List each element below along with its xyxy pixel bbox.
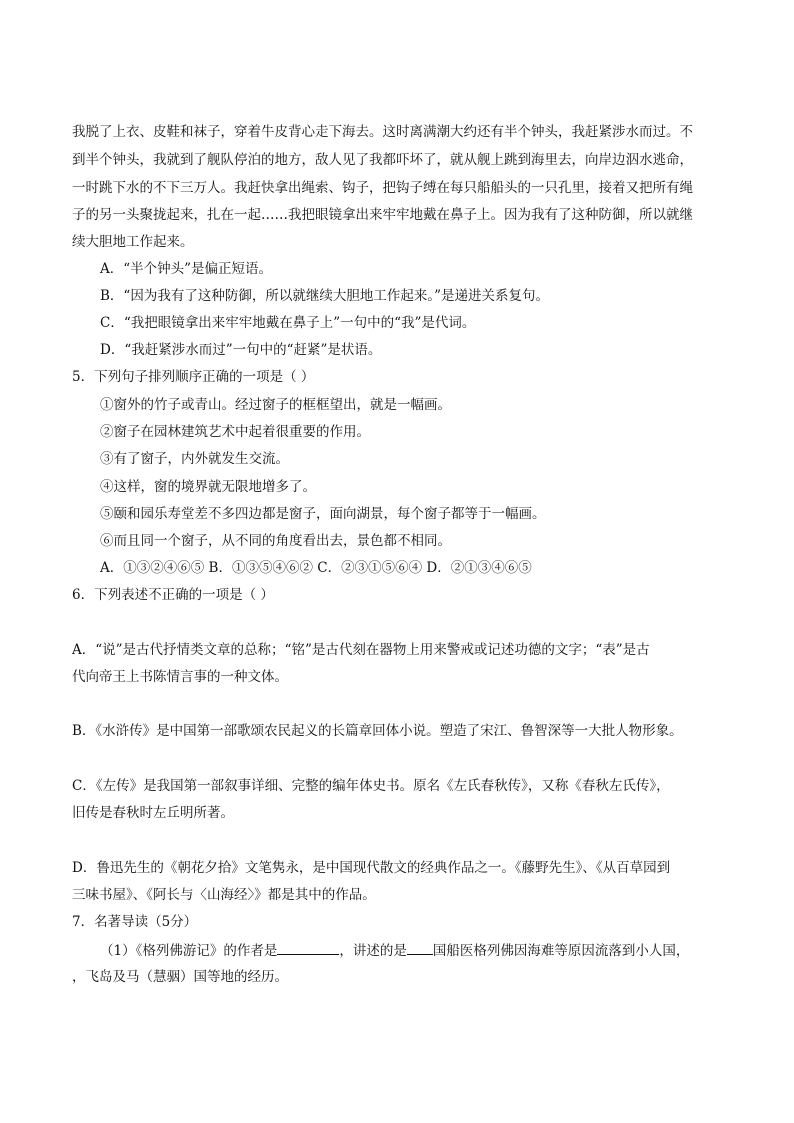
sentence-item: ③有了窗子，内外就发生交流。 <box>100 451 289 467</box>
option-d-line: 三味书屋》、《阿长与〈山海经〉》都是其中的作品。 <box>72 887 376 903</box>
question-stem: 5．下列句子排列顺序正确的一项是（ ） <box>72 369 315 385</box>
question-stem: 6．下列表述不正确的一项是（ ） <box>72 587 274 603</box>
passage-line: 我脱了上衣、皮鞋和袜子，穿着牛皮背心走下海去。这时离满潮大约还有半个钟头，我赶紧涉水而过。不 <box>72 124 693 140</box>
option-a-line: 代向帝王上书陈情言事的一种文体。 <box>72 669 288 685</box>
sentence-item: ⑥而且同一个窗子，从不同的角度看出去，景色都不相同。 <box>100 533 451 549</box>
option-a-line: A．“说”是古代抒情类文章的总称；“铭”是古代刻在器物上用来警戒或记述功德的文字；“表”是古 <box>72 642 650 658</box>
passage-line: 到半个钟头，我就到了舰队停泊的地方，敌人见了我都吓坏了，就从舰上跳到海里去，向岸边泅水逃命， <box>72 152 693 168</box>
option-c: C．“我把眼镜拿出来牢牢地戴在鼻子上”一句中的“我”是代词。 <box>100 315 476 331</box>
option-d-line: D．鲁迅先生的《朝花夕拾》文笔隽永，是中国现代散文的经典作品之一。《藤野先生》、《从百草园到 <box>72 860 671 876</box>
sentence-item: ②窗子在园林建筑艺术中起着很重要的作用。 <box>100 424 370 440</box>
fill-text: ，讲述的是 <box>339 943 407 959</box>
option-c-line: 旧传是春秋时左丘明所著。 <box>72 805 234 821</box>
passage-line: 续大胆地工作起来。 <box>72 234 194 250</box>
passage-line: 子的另一头聚拢起来，扎在一起……我把眼镜拿出来牢牢地戴在鼻子上。因为我有了这种防御，所以就继 <box>72 207 693 223</box>
sentence-item: ①窗外的竹子或青山。经过窗子的框框望出，就是一幅画。 <box>100 397 451 413</box>
answer-options: A．①③②④⑥⑤ B．①③⑤④⑥② C．②③①⑤⑥④ D．②①③④⑥⑤ <box>100 560 532 576</box>
passage-line: 一时跳下水的不下三万人。我赶快拿出绳索、钩子，把钩子缚在每只船船头的一只孔里，接着又把所有绳 <box>72 180 693 196</box>
fill-text: 国船医格列佛因海难等原因流落到小人国， <box>432 943 690 959</box>
sentence-item: ⑤颐和园乐寿堂差不多四边都是窗子，面向湖景，每个窗子都等于一幅画。 <box>100 506 546 522</box>
fill-blank-line: ，飞岛及马（慧骃）国等地的经历。 <box>72 969 288 985</box>
option-c-line: C．《左传》是我国第一部叙事详细、完整的编年体史书。原名《左氏春秋传》，又称《春秋左氏传》， <box>72 778 670 794</box>
option-b-line: B．《水浒传》是中国第一部歌颂农民起义的长篇章回体小说。塑造了宋江、鲁智深等一大批人物形象。 <box>72 723 683 739</box>
option-b: B．“因为我有了这种防御，所以就继续大胆地工作起来。”是递进关系复句。 <box>100 288 549 304</box>
option-d: D．“我赶紧涉水而过”一句中的“赶紧”是状语。 <box>100 342 382 358</box>
question-stem: 7．名著导读（5分） <box>72 914 198 930</box>
answer-blank-country[interactable] <box>407 940 433 955</box>
sentence-item: ④这样，窗的境界就无限地增多了。 <box>100 479 316 495</box>
option-a: A．“半个钟头”是偏正短语。 <box>100 261 273 277</box>
answer-blank-author[interactable] <box>277 940 339 955</box>
fill-text: （1）《格列佛游记》的作者是 <box>100 943 278 959</box>
fill-blank-line <box>100 940 689 961</box>
